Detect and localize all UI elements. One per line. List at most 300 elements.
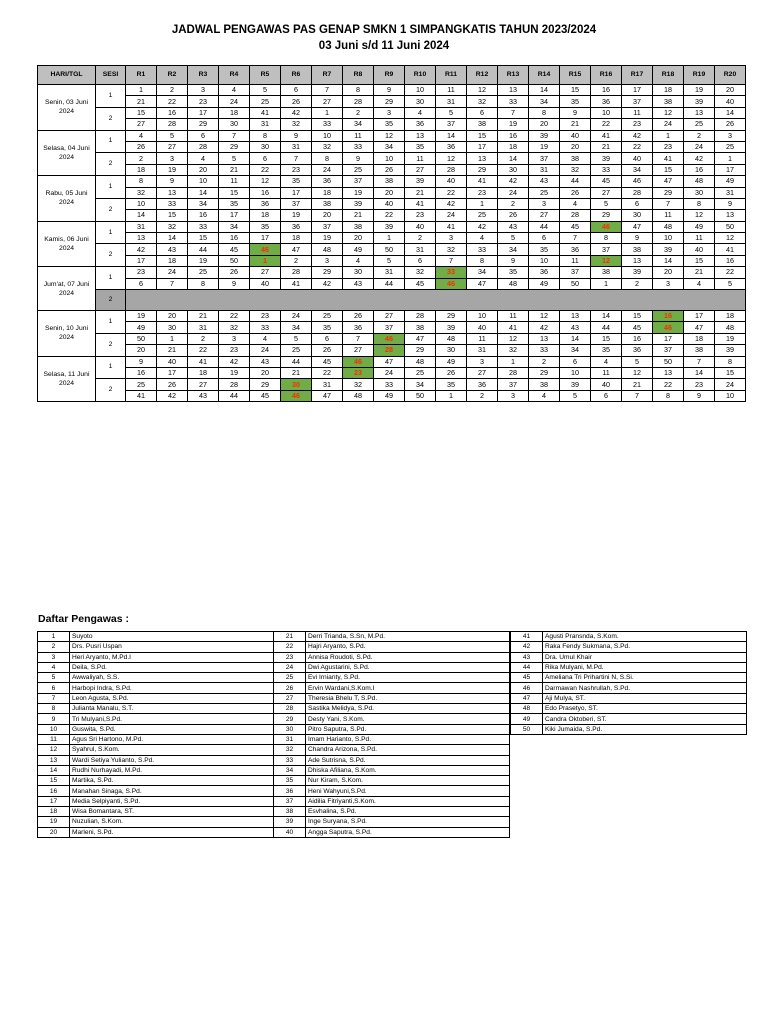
header-room: R1 <box>126 66 157 85</box>
pengawas-row <box>38 786 510 796</box>
room-cell: 19 <box>715 333 746 344</box>
room-cell: 19 <box>343 187 374 198</box>
room-cell: 24 <box>498 187 529 198</box>
room-cell: 48 <box>684 176 715 187</box>
day-label: Senin, 10 Juni 2024 <box>38 311 96 357</box>
pengawas-number: 2 <box>38 642 70 652</box>
room-cell: 20 <box>343 233 374 244</box>
room-cell: 17 <box>281 187 312 198</box>
header-room: R2 <box>157 66 188 85</box>
room-cell: 1 <box>467 198 498 209</box>
room-cell: 9 <box>374 85 405 96</box>
room-cell: 24 <box>684 141 715 152</box>
pengawas-number: 30 <box>274 724 306 734</box>
room-cell: 24 <box>653 119 684 130</box>
room-cell: 22 <box>312 367 343 378</box>
room-cell: 16 <box>653 311 684 322</box>
pengawas-name: Ervin Wardani,S.Kom.I <box>306 683 510 693</box>
room-cell: 7 <box>312 85 343 96</box>
room-cell: 18 <box>312 187 343 198</box>
room-cell: 3 <box>529 198 560 209</box>
room-cell: 10 <box>405 85 436 96</box>
room-cell: 22 <box>374 210 405 221</box>
pengawas-name: Aji Mulya, ST. <box>543 693 747 703</box>
header-room: R17 <box>622 66 653 85</box>
room-cell: 4 <box>467 233 498 244</box>
room-cell: 9 <box>622 233 653 244</box>
room-cell: 7 <box>498 107 529 118</box>
room-cell: 18 <box>188 367 219 378</box>
room-cell: 32 <box>312 141 343 152</box>
room-cell: 27 <box>591 187 622 198</box>
room-cell: 35 <box>436 379 467 390</box>
room-cell: 43 <box>498 221 529 232</box>
room-cell: 33 <box>498 96 529 107</box>
room-cell: 13 <box>405 130 436 141</box>
pengawas-number: 41 <box>511 632 543 642</box>
room-cell: 16 <box>188 210 219 221</box>
room-cell: 3 <box>157 153 188 164</box>
room-cell: 11 <box>591 367 622 378</box>
room-cell: 8 <box>684 198 715 209</box>
room-cell: 25 <box>126 379 157 390</box>
room-cell: 11 <box>498 311 529 322</box>
sesi-label: 1 <box>96 267 126 290</box>
header-room: R15 <box>560 66 591 85</box>
pengawas-number: 34 <box>274 765 306 775</box>
room-cell: 16 <box>622 333 653 344</box>
room-cell: 37 <box>622 96 653 107</box>
room-cell: 15 <box>684 255 715 266</box>
room-cell: 27 <box>405 164 436 175</box>
room-cell: 40 <box>436 176 467 187</box>
room-cell: 10 <box>467 311 498 322</box>
pengawas-name: Derri Trianda, S.Sn, M.Pd. <box>306 632 510 642</box>
room-cell: 1 <box>498 356 529 367</box>
room-cell: 32 <box>405 267 436 278</box>
room-cell: 1 <box>591 278 622 289</box>
room-cell: 7 <box>653 198 684 209</box>
room-cell: 29 <box>188 119 219 130</box>
pengawas-name: Martika, S.Pd. <box>70 776 274 786</box>
room-cell: 40 <box>467 322 498 333</box>
room-cell: 2 <box>405 233 436 244</box>
pengawas-name: Dwi Agustarini, S.Pd. <box>306 662 510 672</box>
room-cell: 14 <box>436 130 467 141</box>
room-cell: 45 <box>622 322 653 333</box>
pengawas-name: Syahrul, S.Kom. <box>70 745 274 755</box>
room-cell: 26 <box>436 367 467 378</box>
schedule-table <box>37 65 746 402</box>
pengawas-number: 40 <box>274 827 306 837</box>
pengawas-number: 3 <box>38 652 70 662</box>
room-cell: 24 <box>715 379 746 390</box>
room-cell: 30 <box>622 210 653 221</box>
pengawas-row <box>38 662 510 672</box>
room-cell: 41 <box>281 278 312 289</box>
room-cell: 48 <box>312 244 343 255</box>
room-cell: 25 <box>529 187 560 198</box>
room-cell: 13 <box>498 85 529 96</box>
pengawas-number: 7 <box>38 693 70 703</box>
pengawas-name: Chandra Arizona, S.Pd. <box>306 745 510 755</box>
room-cell: 34 <box>281 322 312 333</box>
pengawas-number: 9 <box>38 714 70 724</box>
room-cell: 26 <box>157 379 188 390</box>
room-cell: 39 <box>591 153 622 164</box>
room-cell: 46 <box>374 333 405 344</box>
room-cell: 17 <box>653 333 684 344</box>
room-cell: 11 <box>343 130 374 141</box>
pengawas-name: Kiki Jumaida, S.Pd. <box>543 724 747 734</box>
room-cell: 6 <box>188 130 219 141</box>
room-cell: 42 <box>436 198 467 209</box>
room-cell: 10 <box>374 153 405 164</box>
room-cell: 2 <box>529 356 560 367</box>
pengawas-row <box>511 683 747 693</box>
pengawas-name: Ameliana Tri Prihartini N, S.Si. <box>543 673 747 683</box>
pengawas-number: 43 <box>511 652 543 662</box>
room-cell: 38 <box>684 345 715 356</box>
room-cell: 3 <box>219 333 250 344</box>
room-cell: 38 <box>343 221 374 232</box>
pengawas-row <box>511 652 747 662</box>
room-cell: 6 <box>591 390 622 401</box>
room-cell: 6 <box>126 278 157 289</box>
pengawas-number: 22 <box>274 642 306 652</box>
pengawas-name: Annisa Roudoti, S.Pd. <box>306 652 510 662</box>
room-cell: 40 <box>250 278 281 289</box>
room-cell: 10 <box>529 255 560 266</box>
room-cell: 28 <box>281 267 312 278</box>
pengawas-name: Drs. Pusri Uspan <box>70 642 274 652</box>
room-cell: 17 <box>467 141 498 152</box>
room-cell: 32 <box>467 96 498 107</box>
room-cell: 41 <box>188 356 219 367</box>
schedule-row <box>38 187 746 198</box>
room-cell: 17 <box>188 107 219 118</box>
room-cell: 21 <box>126 96 157 107</box>
room-cell: 16 <box>219 233 250 244</box>
room-cell: 8 <box>343 85 374 96</box>
room-cell: 44 <box>219 390 250 401</box>
room-cell: 45 <box>312 356 343 367</box>
pengawas-name: Evi Irnianty, S.Pd. <box>306 673 510 683</box>
room-cell: 23 <box>250 311 281 322</box>
room-cell: 27 <box>312 96 343 107</box>
room-cell: 12 <box>622 367 653 378</box>
room-cell: 38 <box>653 96 684 107</box>
room-cell: 25 <box>250 96 281 107</box>
room-cell: 12 <box>374 130 405 141</box>
room-cell: 27 <box>343 345 374 356</box>
room-cell: 7 <box>684 356 715 367</box>
header-room: R16 <box>591 66 622 85</box>
room-cell: 34 <box>188 198 219 209</box>
room-cell: 42 <box>622 130 653 141</box>
room-cell: 36 <box>529 267 560 278</box>
room-cell: 18 <box>498 141 529 152</box>
room-cell: 16 <box>684 164 715 175</box>
pengawas-number: 37 <box>274 796 306 806</box>
room-cell: 37 <box>591 244 622 255</box>
pengawas-number: 38 <box>274 807 306 817</box>
room-cell: 39 <box>560 379 591 390</box>
room-cell: 18 <box>126 164 157 175</box>
room-cell: 36 <box>250 198 281 209</box>
room-cell: 36 <box>405 119 436 130</box>
room-cell: 37 <box>529 153 560 164</box>
room-cell: 35 <box>560 96 591 107</box>
room-cell: 21 <box>622 379 653 390</box>
room-cell: 3 <box>715 130 746 141</box>
room-cell: 4 <box>560 198 591 209</box>
room-cell: 1 <box>126 85 157 96</box>
room-cell: 14 <box>684 367 715 378</box>
room-cell: 38 <box>374 176 405 187</box>
room-cell: 15 <box>560 85 591 96</box>
room-cell: 18 <box>219 107 250 118</box>
room-cell: 39 <box>684 96 715 107</box>
room-cell: 25 <box>467 210 498 221</box>
room-cell: 27 <box>529 210 560 221</box>
room-cell: 5 <box>498 233 529 244</box>
room-cell: 49 <box>715 176 746 187</box>
schedule-row <box>38 356 746 367</box>
pengawas-name: Tri Mulyani,S.Pd. <box>70 714 274 724</box>
room-cell: 9 <box>560 107 591 118</box>
room-cell: 39 <box>529 130 560 141</box>
room-cell: 3 <box>188 85 219 96</box>
room-cell: 5 <box>622 356 653 367</box>
room-cell: 46 <box>653 322 684 333</box>
pengawas-number: 50 <box>511 724 543 734</box>
room-cell: 34 <box>467 267 498 278</box>
room-cell: 5 <box>374 255 405 266</box>
room-cell: 42 <box>684 153 715 164</box>
room-cell: 49 <box>343 244 374 255</box>
room-cell: 31 <box>374 267 405 278</box>
room-cell: 46 <box>343 356 374 367</box>
room-cell: 37 <box>281 198 312 209</box>
room-cell: 20 <box>529 119 560 130</box>
room-cell: 8 <box>653 390 684 401</box>
room-cell: 47 <box>312 390 343 401</box>
room-cell: 46 <box>250 244 281 255</box>
room-cell: 25 <box>684 119 715 130</box>
room-cell: 37 <box>374 322 405 333</box>
room-cell: 26 <box>281 96 312 107</box>
room-cell: 23 <box>188 96 219 107</box>
room-cell: 39 <box>622 267 653 278</box>
room-cell: 32 <box>126 187 157 198</box>
room-cell: 41 <box>653 153 684 164</box>
room-cell: 34 <box>219 221 250 232</box>
pengawas-number: 29 <box>274 714 306 724</box>
room-cell: 12 <box>591 255 622 266</box>
room-cell: 30 <box>157 322 188 333</box>
room-cell: 42 <box>126 244 157 255</box>
pengawas-name: Darmawan Nashrullah, S.Pd. <box>543 683 747 693</box>
room-cell: 17 <box>250 233 281 244</box>
room-cell: 36 <box>343 322 374 333</box>
room-cell: 13 <box>684 107 715 118</box>
header-room: R7 <box>312 66 343 85</box>
room-cell: 48 <box>405 356 436 367</box>
room-cell: 44 <box>560 176 591 187</box>
room-cell: 22 <box>653 379 684 390</box>
pengawas-name: Inge Suryana, S.Pd. <box>306 817 510 827</box>
pengawas-name: Media Selpiyanti, S.Pd. <box>70 796 274 806</box>
page-title: JADWAL PENGAWAS PAS GENAP SMKN 1 SIMPANGKATIS TAHUN 2023/2024 <box>171 24 597 36</box>
room-cell: 10 <box>126 198 157 209</box>
room-cell: 28 <box>219 379 250 390</box>
day-label: Rabu, 05 Juni 2024 <box>38 176 96 222</box>
room-cell: 37 <box>653 345 684 356</box>
pengawas-row <box>38 652 510 662</box>
room-cell: 12 <box>436 153 467 164</box>
room-cell: 40 <box>405 221 436 232</box>
room-cell: 49 <box>436 356 467 367</box>
room-cell: 8 <box>529 107 560 118</box>
room-cell: 16 <box>498 130 529 141</box>
room-cell: 4 <box>405 107 436 118</box>
room-cell: 38 <box>622 244 653 255</box>
pengawas-row <box>38 724 510 734</box>
pengawas-row <box>38 776 510 786</box>
room-cell: 42 <box>281 107 312 118</box>
room-cell: 45 <box>591 176 622 187</box>
pengawas-number: 13 <box>38 755 70 765</box>
room-cell: 19 <box>281 210 312 221</box>
schedule-header-row <box>38 66 746 85</box>
pengawas-row <box>511 704 747 714</box>
schedule-row <box>38 153 746 164</box>
room-cell: 16 <box>591 85 622 96</box>
room-cell: 11 <box>405 153 436 164</box>
room-cell: 19 <box>126 311 157 322</box>
room-cell: 10 <box>591 107 622 118</box>
room-cell: 41 <box>405 198 436 209</box>
schedule-row <box>38 379 746 390</box>
pengawas-name: Harbopi Indra, S.Pd. <box>70 683 274 693</box>
room-cell: 7 <box>560 233 591 244</box>
room-cell: 3 <box>436 233 467 244</box>
room-cell: 33 <box>312 119 343 130</box>
room-cell: 39 <box>715 345 746 356</box>
room-cell: 35 <box>219 198 250 209</box>
pengawas-name: Dhiska Afiliana, S.Kom. <box>306 765 510 775</box>
room-cell: 17 <box>219 210 250 221</box>
room-cell: 9 <box>684 390 715 401</box>
room-cell: 20 <box>653 267 684 278</box>
room-cell: 6 <box>560 356 591 367</box>
room-cell: 18 <box>653 85 684 96</box>
room-cell: 30 <box>343 267 374 278</box>
room-cell: 6 <box>250 153 281 164</box>
room-cell: 26 <box>498 210 529 221</box>
pengawas-number: 49 <box>511 714 543 724</box>
room-cell: 50 <box>560 278 591 289</box>
room-cell: 27 <box>467 367 498 378</box>
schedule-row <box>38 210 746 221</box>
room-cell: 34 <box>622 164 653 175</box>
room-cell: 33 <box>250 322 281 333</box>
room-cell: 47 <box>281 244 312 255</box>
room-cell: 18 <box>281 233 312 244</box>
room-cell: 23 <box>343 367 374 378</box>
room-cell: 9 <box>281 130 312 141</box>
room-cell: 42 <box>157 390 188 401</box>
room-cell: 32 <box>436 244 467 255</box>
room-cell: 20 <box>560 141 591 152</box>
room-cell: 18 <box>157 255 188 266</box>
room-cell: 2 <box>498 198 529 209</box>
pengawas-row <box>38 765 510 775</box>
header-room: R5 <box>250 66 281 85</box>
room-cell: 3 <box>498 390 529 401</box>
room-cell: 3 <box>653 278 684 289</box>
pengawas-name: Ade Sutrisna, S.Pd. <box>306 755 510 765</box>
room-cell: 26 <box>560 187 591 198</box>
room-cell: 9 <box>498 255 529 266</box>
room-cell: 27 <box>374 311 405 322</box>
room-cell: 45 <box>250 390 281 401</box>
pengawas-row <box>511 662 747 672</box>
room-cell: 47 <box>405 333 436 344</box>
room-cell: 30 <box>498 164 529 175</box>
room-cell: 26 <box>715 119 746 130</box>
room-cell: 40 <box>374 198 405 209</box>
header-sesi: SESI <box>96 66 126 85</box>
room-cell: 47 <box>374 356 405 367</box>
room-cell: 43 <box>157 244 188 255</box>
room-cell: 2 <box>622 278 653 289</box>
room-cell: 3 <box>467 356 498 367</box>
room-cell: 41 <box>126 390 157 401</box>
room-cell: 29 <box>436 311 467 322</box>
pengawas-number: 45 <box>511 673 543 683</box>
room-cell: 40 <box>591 379 622 390</box>
room-cell: 42 <box>312 278 343 289</box>
room-cell: 23 <box>281 164 312 175</box>
room-cell: 48 <box>715 322 746 333</box>
room-cell: 43 <box>343 278 374 289</box>
room-cell: 28 <box>405 311 436 322</box>
room-cell: 19 <box>157 164 188 175</box>
room-cell: 44 <box>591 322 622 333</box>
room-cell: 14 <box>653 255 684 266</box>
room-cell: 16 <box>126 367 157 378</box>
pengawas-name: Deila, S.Pd. <box>70 662 274 672</box>
room-cell: 11 <box>653 210 684 221</box>
room-cell: 47 <box>684 322 715 333</box>
room-cell: 32 <box>498 345 529 356</box>
room-cell: 21 <box>405 187 436 198</box>
pengawas-number: 33 <box>274 755 306 765</box>
room-cell: 26 <box>374 164 405 175</box>
pengawas-name: Awwaliyah, S.S. <box>70 673 274 683</box>
room-cell: 14 <box>529 85 560 96</box>
room-cell: 38 <box>405 322 436 333</box>
room-cell: 20 <box>157 311 188 322</box>
room-cell: 30 <box>250 141 281 152</box>
room-cell: 24 <box>219 96 250 107</box>
room-cell: 20 <box>715 85 746 96</box>
pengawas-number: 44 <box>511 662 543 672</box>
room-cell: 18 <box>715 311 746 322</box>
pengawas-row <box>38 642 510 652</box>
